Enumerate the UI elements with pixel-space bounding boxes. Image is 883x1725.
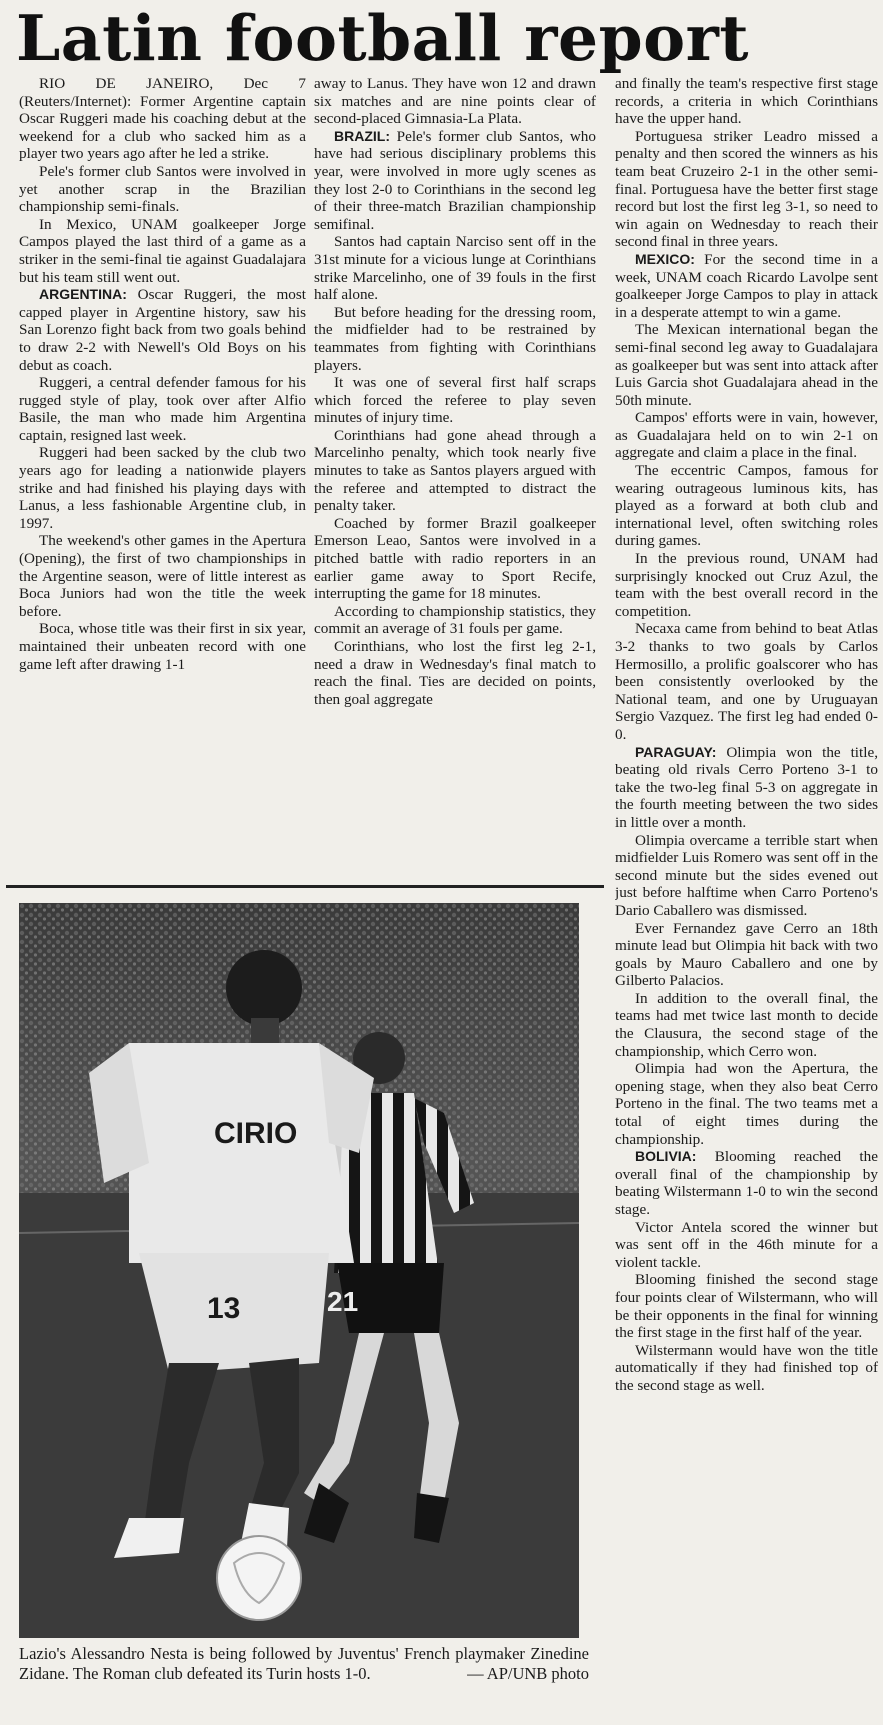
- article-paragraph: Coached by former Brazil goalkeeper Emerson Leao, Santos were involved in a pitched battle with radio reporters in an earlier game away to Sport Recife, interrupting the game for 18 minutes.: [314, 514, 596, 603]
- paragraph-text: Olimpia won the title, beating old rivals Cerro Porteno 3-1 to take the two-leg final 5-3 on aggregate in the fourth meeting between the two sides in little over a month.: [615, 743, 878, 831]
- article-paragraph: [615, 744, 878, 832]
- article-paragraph: Campos' efforts were in vain, however, as Guadalajara held on to win 2-1 on aggregate and claim a place in the final.: [615, 409, 878, 462]
- article-paragraph: Ever Fernandez gave Cerro an 18th minute lead but Olimpia hit back with two goals by Mauro Caballero and one by Gilberto Palacios.: [615, 919, 878, 990]
- article-paragraph: Wilstermann would have won the title automatically if they had finished top of the second stage as well.: [615, 1341, 878, 1394]
- photo-credit: — AP/UNB photo: [467, 1664, 589, 1683]
- headline: Latin football report: [16, 1, 749, 75]
- article-paragraph: Ruggeri had been sacked by the club two years ago for leading a nationwide players strike and had finished his playing days with Lanus, a less fashionable Argentine club, in 1997.: [19, 444, 306, 532]
- section-kicker: PARAGUAY:: [635, 743, 717, 760]
- paragraph-text: away to Lanus. They have won 12 and drawn six matches and are nine points clear of second-placed Gimnasia-La Plata.: [314, 75, 596, 128]
- article-column-3: [615, 75, 878, 1725]
- photo-caption: [19, 1644, 589, 1684]
- paragraph-text: For the second time in a week, UNAM coach Ricardo Lavolpe sent goalkeeper Jorge Campos to play in attack in a desperate attempt to win a game.: [615, 250, 878, 321]
- article-paragraph: [615, 251, 878, 321]
- section-kicker: BOLIVIA:: [635, 1148, 697, 1165]
- article-paragraph: Pele's former club Santos were involved in yet another scrap in the Brazilian championship semi-finals.: [19, 162, 306, 216]
- article-paragraph: [314, 75, 596, 128]
- article-paragraph: Boca, whose title was their first in six year, maintained their unbeaten record with one game left after drawing 1-1: [19, 620, 306, 673]
- section-kicker: ARGENTINA:: [39, 286, 127, 303]
- article-paragraph: Ruggeri, a central defender famous for his rugged style of play, took over after Alfio Basile, the man who made him Argentina captain, resigned last week.: [19, 374, 306, 444]
- article-paragraph: Necaxa came from behind to beat Atlas 3-2 thanks to two goals by Carlos Hermosillo, a prolific goalscorer who has been consistently overlooked by the National team, and one by Uruguayan Sergio Vazquez. The first leg had ended 0-0.: [615, 620, 878, 743]
- article-paragraph: Olimpia overcame a terrible start when midfielder Luis Romero was sent off in the second minute but the sides evened out just before halftime when Carro Porteno's Dario Caballero was dismissed.: [615, 831, 878, 919]
- article-paragraph: According to championship statistics, they commit an average of 31 fouls per game.: [314, 602, 596, 638]
- article-paragraph: Portuguesa striker Leadro missed a penalty and then scored the winners as his team beat Cruzeiro 2-1 in the other semi-final. Portuguesa have the better first stage record but lost the first leg 3-1, so need to win again on Wednesday to reach their second final in three years.: [615, 127, 878, 251]
- paragraph-text: Oscar Ruggeri, the most capped player in Argentine history, saw his San Lorenzo fight back from two goals behind to draw 2-2 with Newell's Old Boys on his debut as coach.: [19, 286, 306, 374]
- football-photo-graphic: [19, 903, 579, 1638]
- article-column-1: [19, 75, 306, 875]
- photo-caption-text: Lazio's Alessandro Nesta is being followed by Juventus' French playmaker Zinedine Zidane. The Roman club defeated its Turin hosts 1-0.: [19, 1644, 589, 1683]
- article-paragraph: [314, 128, 596, 234]
- section-kicker: MEXICO:: [635, 250, 695, 267]
- article-paragraph: But before heading for the dressing room, the midfielder had to be restrained by teammates from fighting with Corinthians players.: [314, 303, 596, 374]
- paragraph-text: Pele's former club Santos, who have had serious disciplinary problems this year, were involved in more ugly scenes as they lost 2-0 to Corinthians in the second leg of their three-match Brazilian championship semifinal.: [314, 127, 596, 233]
- article-paragraph: It was one of several first half scraps which forced the referee to play seven minutes of injury time.: [314, 374, 596, 427]
- article-paragraph: RIO DE JANEIRO, Dec 7 (Reuters/Internet): Former Argentine captain Oscar Ruggeri made his coaching debut at the weekend for a club who sacked him as a player two years ago after he led a strike.: [19, 75, 306, 163]
- article-paragraph: [615, 75, 878, 128]
- shorts-number-right: 21: [327, 1286, 359, 1317]
- article-paragraph: In Mexico, UNAM goalkeeper Jorge Campos played the last third of a game as a striker in the semi-final tie against Guadalajara but his team still went out.: [19, 215, 306, 286]
- shirt-sponsor-text: CIRIO: [214, 1117, 298, 1150]
- section-kicker: BRAZIL:: [334, 127, 390, 144]
- article-paragraph: Victor Antela scored the winner but was sent off in the 46th minute for a violent tackle.: [615, 1218, 878, 1271]
- article-paragraph: In addition to the overall final, the teams had met twice last month to decide the Clausura, the second stage of the championship, which Cerro won.: [615, 989, 878, 1060]
- article-paragraph: Corinthians, who lost the first leg 2-1, need a draw in Wednesday's final match to reach the final. Ties are decided on points, then goal aggregate: [314, 638, 596, 708]
- article-paragraph: Corinthians had gone ahead through a Marcelinho penalty, which took nearly five minutes to take as Santos players argued with the referee and attempted to distract the penalty taker.: [314, 426, 596, 515]
- shorts-number-left: 13: [207, 1292, 241, 1325]
- football-ball: [217, 1536, 301, 1620]
- article-paragraph: [19, 286, 306, 374]
- football-photo: [19, 903, 579, 1638]
- article-column-2: [314, 75, 596, 875]
- article-paragraph: Santos had captain Narciso sent off in the 31st minute for a vicious lunge at Corinthians strike Marcelinho, one of 39 fouls in the first half alone.: [314, 233, 596, 304]
- article-paragraph: The eccentric Campos, famous for wearing outrageous luminous kits, has played as a forward at both club and international level, often switching roles during games.: [615, 462, 878, 550]
- article-paragraph: The weekend's other games in the Apertura (Opening), the first of two championships in the Argentine season, were of little interest as Boca Juniors had won the title the week before.: [19, 532, 306, 620]
- article-paragraph: Blooming finished the second stage four points clear of Wilstermann, who will be their opponents in the final for winning the first stage in the first half of the year.: [615, 1271, 878, 1342]
- paragraph-text: Blooming reached the overall final of the championship by beating Wilstermann 1-0 to win the second stage.: [615, 1148, 878, 1218]
- paragraph-text: and finally the team's respective first stage records, a criteria in which Corinthians have the upper hand.: [615, 75, 878, 128]
- photo-divider-rule: [6, 885, 604, 888]
- article-paragraph: Olimpia had won the Apertura, the opening stage, when they also beat Cerro Porteno in the final. The two teams met a total of eight times during the championship.: [615, 1060, 878, 1148]
- article-paragraph: In the previous round, UNAM had surprisingly knocked out Cruz Azul, the team with the best overall record in the competition.: [615, 550, 878, 620]
- article-paragraph: [615, 1148, 878, 1218]
- article-paragraph: The Mexican international began the semi-final second leg away to Guadalajara as goalkeeper but was sent into attack after Luis Garcia shot Guadalajara ahead in the 50th minute.: [615, 321, 878, 409]
